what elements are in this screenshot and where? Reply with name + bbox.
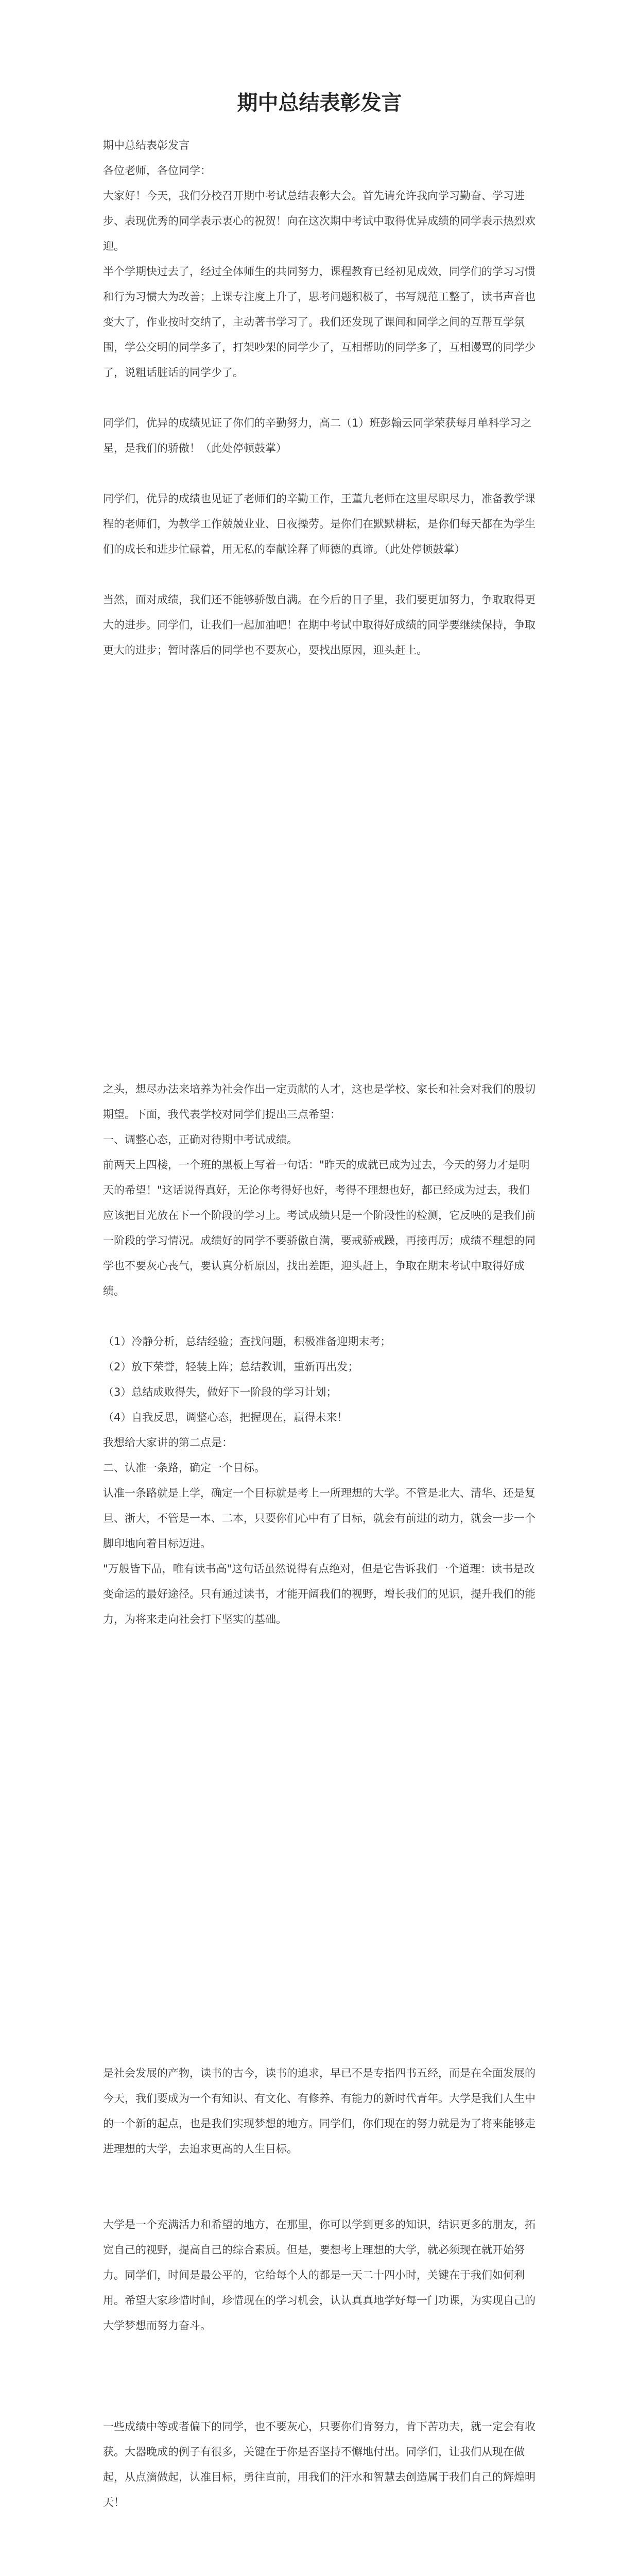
salutation: 各位老师，各位同学：	[103, 164, 211, 177]
paragraph: 前两天上四楼，一个班的黑板上写着一句话："昨天的成就已成为过去，今天的努力才是明天的希望！"这话说得真好，无论你考得好也好，考得不理想也好，都已经成为过去，我们应该把目光放在下一个阶段的学习上。考试成绩只是一个阶段性的检测，它反映的是我们前一阶段的学习情况。成绩好的同学不要骄傲自满，要戒骄戒躁，再接再厉；成绩不理想的同学也不要灰心丧气，要认真分析原因，找出差距，迎头赶上，争取在期末考试中取得好成绩。	[103, 1159, 536, 1297]
list-item: （2）放下荣誉，轻装上阵；总结教训，重新再出发；	[103, 1361, 359, 1373]
paragraph: 一些成绩中等或者偏下的同学，也不要灰心，只要你们肯努力，肯下苦功夫，就一定会有收获。大器晚成的例子有很多，关键在于你是否坚持不懈地付出。同学们，让我们从现在做起，从点滴做起，认准目标，勇往直前，用我们的汗水和智慧去创造属于我们自己的辉煌明天！	[103, 2420, 536, 2509]
paragraph: 之头，想尽办法来培养为社会作出一定贡献的人才，这也是学校、家长和社会对我们的殷切期望。下面，我代表学校对同学们提出三点希望：	[103, 1083, 536, 1121]
paragraph: 大家好！今天，我们分校召开期中考试总结表彰大会。首先请允许我向学习勤奋、学习进步、表现优秀的同学表示衷心的祝贺！向在这次期中考试中取得优异成绩的同学表示热烈欢迎。	[103, 190, 536, 252]
paragraph: 我想给大家讲的第二点是：	[103, 1436, 233, 1449]
section-heading: 二、认准一条路，确定一个目标。	[103, 1462, 265, 1474]
paragraph: 认准一条路就是上学，确定一个目标就是考上一所理想的大学。不管是北大、清华、还是复旦、浙大，不管是一本、二本，只要你们心中有了目标，就会有前进的动力，就会一步一个脚印地向着目标迈进。	[103, 1487, 536, 1550]
paragraph: 同学们，优异的成绩也见证了老师们的辛勤工作，王董九老师在这里尽职尽力，准备教学课程的老师们，为教学工作兢兢业业、日夜操劳。是你们在默默耕耘，是你们每天都在为学生们的成长和进步忙碌着，用无私的奉献诠释了师德的真谛。（此处停顿鼓掌）	[103, 493, 536, 555]
list-item: （4）自我反思，调整心态，把握现在，赢得未来！	[103, 1411, 348, 1423]
list-item: （3）总结成败得失，做好下一阶段的学习计划；	[103, 1386, 337, 1398]
section-heading: 一、调整心态，正确对待期中考试成绩。	[103, 1133, 298, 1146]
paragraph: 同学们，优异的成绩见证了你们的辛勤努力，高二（1）班彭翰云同学荣获每月单科学习之星，是我们的骄傲！（此处停顿鼓掌）	[103, 417, 532, 454]
subtitle: 期中总结表彰发言	[103, 139, 189, 151]
paragraph: 当然，面对成绩，我们还不能够骄傲自满。在今后的日子里，我们要更加努力，争取取得更大的进步。同学们，让我们一起加油吧！在期中考试中取得好成绩的同学要继续保持，争取更大的进步；暂时落后的同学也不要灰心，要找出原因，迎头赶上。	[103, 594, 536, 656]
list-item: （1）冷静分析，总结经验；查找问题，积极准备迎期末考；	[103, 1335, 391, 1348]
paragraph: 半个学期快过去了，经过全体师生的共同努力，课程教育已经初见成效，同学们的学习习惯和行为习惯大为改善；上课专注度上升了，思考问题积极了，书写规范工整了，读书声音也变大了，作业按时交纳了，主动著书学习了。我们还发现了课间和同学之间的互帮互学氛围，学公交明的同学多了，打架吵架的同学少了，互相帮助的同学多了，互相谩骂的同学少了，说粗话脏话的同学少了。	[103, 265, 536, 379]
paragraph: "万般皆下品，唯有读书高"这句话虽然说得有点绝对，但是它告诉我们一个道理：读书是改变命运的最好途径。只有通过读书，才能开阔我们的视野，增长我们的见识，提升我们的能力，为将来走向社会打下坚实的基础。	[103, 1563, 536, 1625]
paragraph: 是社会发展的产物，读书的古今，读书的追求，早已不是专指四书五经，而是在全面发展的今天，我们要成为一个有知识、有文化、有修养、有能力的新时代青年。大学是我们人生中的一个新的起点，也是我们实现梦想的地方。同学们，你们现在的努力就是为了将来能够走进理想的大学，去追求更高的人生目标。	[103, 2067, 536, 2155]
page-title: 期中总结表彰发言	[237, 91, 402, 115]
paragraph: 大学是一个充满活力和希望的地方，在那里，你可以学到更多的知识，结识更多的朋友，拓宽自己的视野，提高自己的综合素质。但是，要想考上理想的大学，就必须现在就开始努力。同学们，时间是最公平的，它给每个人的都是一天二十四小时，关键在于我们如何利用。希望大家珍惜时间，珍惜现在的学习机会，认认真真地学好每一门功课，为实现自己的大学梦想而努力奋斗。	[103, 2218, 536, 2332]
